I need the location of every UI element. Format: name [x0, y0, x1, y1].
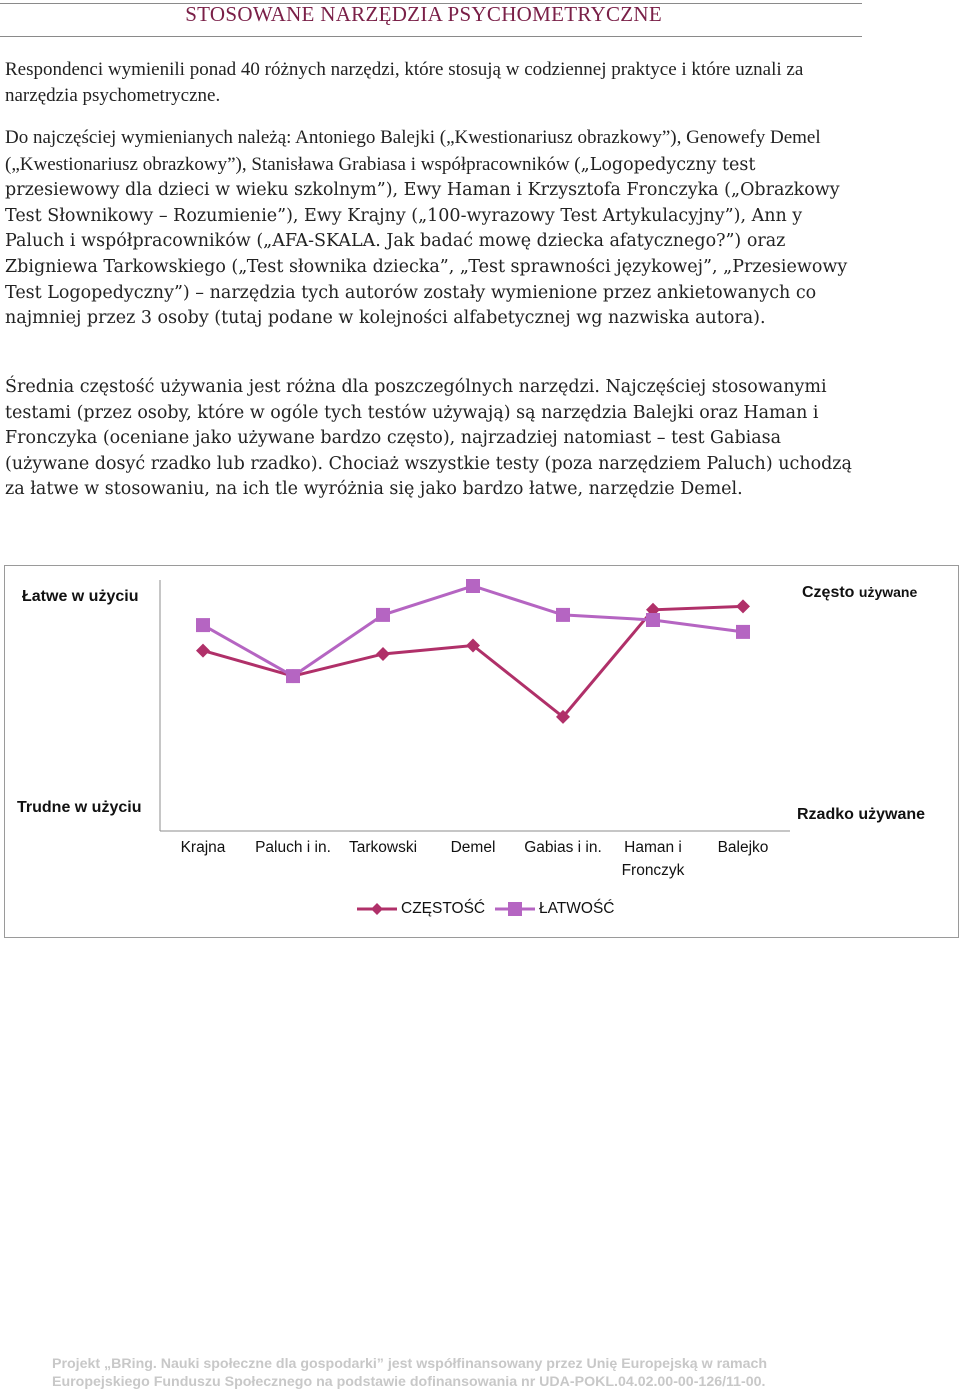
label-often-used-small: używane: [858, 584, 918, 600]
page-header: [0, 2, 862, 27]
header-bottom-rule: [0, 36, 862, 37]
data-point-ease: [466, 579, 480, 593]
page-footer: [52, 1355, 902, 1391]
tools-paragraph-lead: Do najczęściej wymienianych należą: Antoniego Balejki („Kwestionariusz obrazkowy”), Genowefy Demel („Kwestionariusz obrazkowy”), Stanisława Grabiasa i współpracowników (: [5, 127, 821, 175]
page-title: STOSOWANE NARZĘDZIA PSYCHOMETRYCZNE: [185, 2, 662, 26]
category-label-line: Haman i: [624, 839, 682, 856]
tools-paragraph-rest: „Logopedyczny test przesiewowy dla dzieci w wieku szkolnym”), Ewy Haman i Krzysztofa Fronczyka („Obrazkowy Test Słownikowy – Rozumienie”), Ewy Krajny („100-wyrazowy Test Artykulacyjny”), Ann y Paluch i współpracowników („AFA-SKALA. Jak badać mowę dziecka afatycznego?”) oraz Zbigniewa Tarkowskiego („Test słownika dziecka”, „Test sprawności językowej”, „Przesiewowy Test Logopedyczny”) – narzędzia tych autorów zostały wymienione przez ankietowanych co najmniej przez 3 osoby (tutaj podane w kolejności alfabetycznej wg nazwiska autora).: [5, 154, 848, 329]
data-point-frequency: [376, 647, 390, 661]
category-label-line: Demel: [450, 839, 496, 856]
footer-line-2: Europejskiego Funduszu Społecznego na podstawie dofinansowania nr UDA-POKL.04.02.00-00-126/11-00.: [52, 1374, 766, 1390]
category-label-line: Gabias i in.: [524, 839, 602, 856]
label-hard-to-use: Trudne w użyciu: [17, 799, 142, 816]
tools-paragraph: [5, 125, 855, 332]
legend-diamond-icon: [357, 900, 397, 920]
footer-line-1: Projekt „BRing. Nauki społeczne dla gospodarki” jest współfinansowany przez Unię Europejską w ramach: [52, 1356, 768, 1372]
label-easy-to-use: Łatwe w użyciu: [22, 588, 139, 605]
category-label-line: Fronczyk: [621, 862, 685, 879]
legend-label-ease: ŁATWOŚĆ: [539, 900, 615, 917]
data-point-ease: [196, 618, 210, 632]
data-point-frequency: [736, 599, 750, 613]
data-point-frequency: [196, 644, 210, 658]
tools-chart: [4, 565, 959, 938]
data-point-ease: [556, 608, 570, 622]
label-rarely-used: Rzadko używane: [797, 806, 926, 823]
series-line-ease: [203, 586, 743, 676]
series-line-frequency: [203, 606, 743, 717]
category-label-balejko: [688, 836, 798, 859]
label-often-used: [802, 584, 917, 602]
category-label-line: Paluch i in.: [255, 839, 331, 856]
data-point-ease: [646, 613, 660, 627]
category-label-line: Balejko: [717, 839, 769, 856]
chart-canvas: [5, 566, 957, 936]
legend-square-icon: [495, 900, 535, 920]
category-label-line: Krajna: [180, 839, 226, 856]
intro-paragraph: Respondenci wymienili ponad 40 różnych narzędzi, które stosują w codziennej praktyce i które uznali za narzędzia psychometryczne.: [5, 59, 804, 106]
legend-label-frequency: CZĘSTOŚĆ: [401, 900, 486, 917]
label-often-used-main: Często: [802, 584, 855, 601]
data-point-ease: [736, 625, 750, 639]
category-label-line: Tarkowski: [348, 839, 418, 856]
data-point-ease: [376, 608, 390, 622]
frequency-paragraph: Średnia częstość używania jest różna dla poszczególnych narzędzi. Najczęściej stosowanymi testami (przez osoby, które w ogóle tych testów używają) są narzędzia Balejki oraz Haman i Fronczyka (oceniane jako używane bardzo często), najrzadziej natomiast – test Gabiasa (używane dosyć rzadko lub rzadko). Chociaż wszystkie testy (poza narzędziem Paluch) uchodzą za łatwe w stosowaniu, na ich tle wyróżnia się jako bardzo łatwe, narzędzie Demel.: [5, 377, 852, 500]
data-point-ease: [286, 669, 300, 683]
